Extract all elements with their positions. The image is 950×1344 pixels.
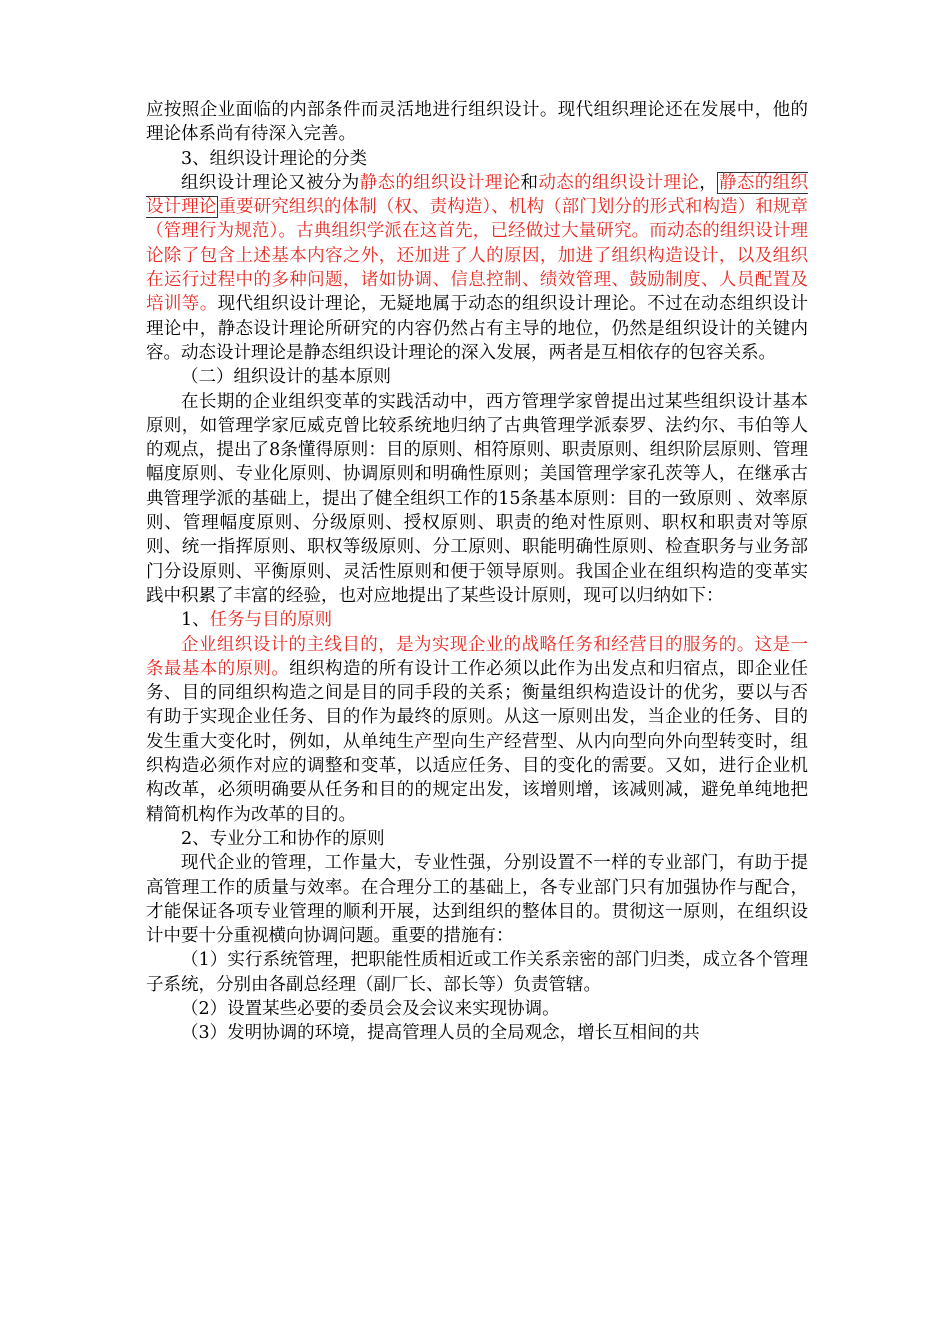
- paragraph-specialization: 现代企业的管理，工作量大，专业性强，分别设置不一样的专业部门，有助于提高管理工作的质量与效率。在合理分工的基础上，各专业部门只有加强协作与配合，才能保证各项专业管理的顺利开展，达到组织的整体目的。贯彻这一原则，在组织设计中要十分重视横向协调问题。重要的措施有：: [146, 853, 808, 947]
- list-item-2: （2）设置某些必要的委员会及会议来实现协调。: [181, 998, 560, 1019]
- boxed-static-theory: 静态的组织设计理论: [146, 172, 809, 218]
- paragraph-task-goal: [146, 633, 808, 827]
- heading-1: [146, 608, 808, 632]
- text-span: 组织设计理论又被分为: [181, 172, 360, 193]
- paragraph-classification: [146, 171, 808, 365]
- heading-number: 1、: [181, 610, 210, 631]
- heading-2: 2、专业分工和协作的原则: [181, 828, 385, 849]
- text-span: 现代组织设计理论，无疑地属于动态的组织设计理论。不过在动态组织设计理论中，静态设计理论所研究的内容仍然占有主导的地位，仍然是组织设计的关键内容。动态设计理论是静态组织设计理论的深入发展，两者是互相依存的包容关系。: [146, 294, 809, 363]
- text-span: 组织构造的所有设计工作必须以此作为出发点和归宿点，即企业任务、目的同组织构造之间是目的同手段的关系；衡量组织构造设计的优劣，要以与否有助于实现企业任务、目的作为最终的原则。从这一原则出发，当企业的任务、目的发生重大变化时，例如，从单纯生产型向生产经营型、从内向型向外向型转变时，组织构造必须作对应的调整和变革，以适应任务、目的变化的需要。又如，进行企业机构改革，必须明确要从任务和目的的规定出发，该增则增，该减则减，避免单纯地把精简机构作为改革的目的。: [146, 658, 809, 825]
- section-heading-2: （二）组织设计的基本原则: [181, 367, 391, 388]
- heading-title: 任务与目的原则: [209, 610, 333, 631]
- heading-3: 3、组织设计理论的分类: [181, 148, 368, 169]
- paragraph-intro: 应按照企业面临的内部条件而灵活地进行组织设计。现代组织理论还在发展中，他的理论体系尚有待深入完善。: [146, 100, 808, 145]
- paragraph-principles: 在长期的企业组织变革的实践活动中，西方管理学家曾提出过某些组织设计基本原则，如管理学家厄威克曾比较系统地归纳了古典管理学派泰罗、法约尔、韦伯等人的观点，提出了8条懂得原则：目的原则、相符原则、职责原则、组织阶层原则、管理幅度原则、专业化原则、协调原则和明确性原则；美国管理学家孔茨等人，在继承古典管理学派的基础上，提出了健全组织工作的15条基本原则：目的一致原则 、效率原则、管理幅度原则、分级原则、授权原则、职责的绝对性原则、职权和职责对等原则、统一指挥原则、职权等级原则、分工原则、职能明确性原则、检查职务与业务部门分设原则、平衡原则、灵活性原则和便于领导原则。我国企业在组织构造的变革实践中积累了丰富的经验，也对应地提出了某些设计原则，现可以归纳如下：: [146, 391, 808, 606]
- list-item-3: （3）发明协调的环境，提高管理人员的全局观念，增长互相间的共: [181, 1023, 700, 1044]
- document-page: [146, 98, 808, 1046]
- highlight-dynamic-theory: 动态的组织设计理论: [538, 172, 700, 193]
- highlight-static-description: 重要研究组织的体制（权、责构造）、机构（部门划分的形式和构造）和规章（管理行为规范）。古典组织学派在这首先，已经做过大量研究。: [146, 197, 808, 242]
- highlight-static-theory: 静态的组织设计理论: [359, 172, 521, 193]
- text-span: ，: [699, 172, 718, 193]
- highlight-main-goal: 企业组织设计的主线目的，是为实现企业的战略任务和经营目的服务的。这是一条最基本的原则。: [146, 634, 808, 679]
- list-item-1: （1）实行系统管理，把职能性质相近或工作关系亲密的部门归类，成立各个管理子系统，分别由各副总经理（副厂长、部长等）负责管辖。: [146, 950, 808, 995]
- text-span: 和: [520, 172, 539, 193]
- highlight-dynamic-description: 而动态的组织设计理论除了包含上述基本内容之外，还加进了人的原因，加进了组织构造设计，以及组织在运行过程中的多种问题，诸如协调、信息控制、绩效管理、鼓励制度、人员配置及培训等。: [146, 221, 809, 315]
